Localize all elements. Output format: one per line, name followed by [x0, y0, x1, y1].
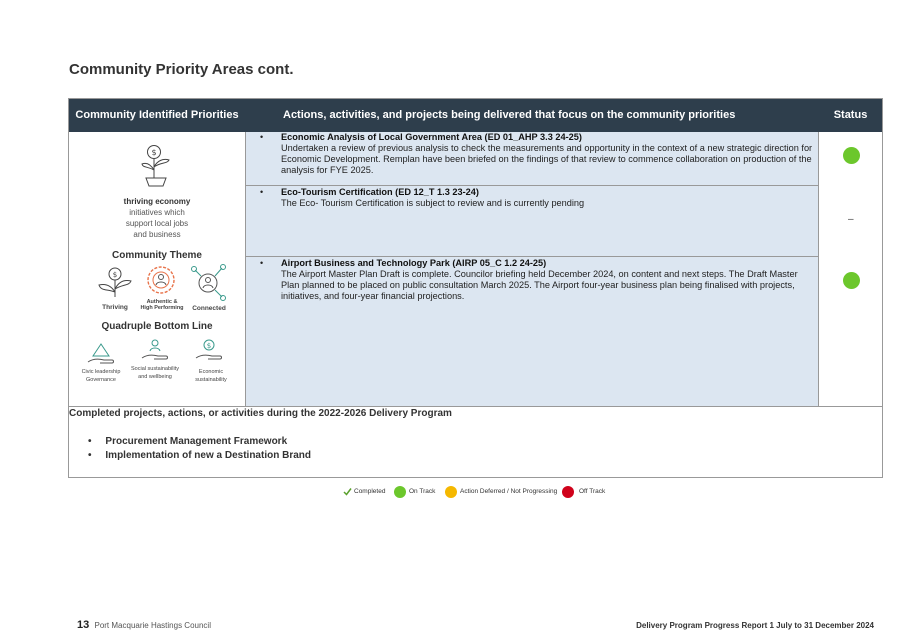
completed-title: Completed projects, actions, or activities during the 2022-2026 Delivery Program [69, 408, 452, 419]
action-title: Airport Business and Technology Park (AIRP 05_C 1.2 24-25) [281, 258, 547, 268]
hand-people-icon [140, 338, 170, 364]
money-plant-icon [139, 144, 175, 188]
legend-completed: Completed [354, 488, 386, 495]
priority-description-1: initiatives which [129, 208, 185, 217]
header-priorities: Community Identified Priorities [75, 109, 239, 121]
bottom-line-title: Quadruple Bottom Line [101, 321, 213, 332]
hand-dollar-icon [194, 338, 224, 364]
completed-item-text: Implementation of new a Destination Brand [105, 450, 311, 461]
legend-on-track-dot [394, 486, 406, 498]
theme-label-authentic-2: High Performing [140, 305, 184, 311]
community-theme-title: Community Theme [111, 250, 202, 261]
footer-organisation: Port Macquarie Hastings Council [94, 621, 211, 630]
table-header [69, 99, 882, 132]
priority-cell [69, 132, 245, 406]
actions-cell [246, 132, 818, 406]
header-status: Status [833, 109, 868, 121]
bottom-line-civic-1: Civic leadership [81, 369, 121, 375]
theme-label-authentic-1: Authentic & [146, 299, 178, 305]
completed-item: • Implementation of new a Destination Brand [88, 450, 311, 461]
priority-description-2: support local jobs [125, 219, 189, 228]
row-divider [246, 185, 882, 186]
action-title: Economic Analysis of Local Government Area (ED 01_AHP 3.3 24-25) [281, 132, 582, 142]
action-description: The Airport Master Plan Draft is complete. Councilor briefing held December 2024, on content and next steps. The Draft Master Plan planned to be placed on public consultation March 2025. The Airport four-year business plan being finalised with projects, initiatives, and four-year financial projections. [281, 269, 798, 301]
bottom-line-economic-2: sustainability [195, 377, 227, 383]
legend-deferred-dot [445, 486, 457, 498]
status-cell [819, 132, 882, 406]
authentic-theme-icon [146, 265, 176, 297]
header-actions: Actions, activities, and projects being delivered that focus on the community priorities [283, 109, 736, 121]
bottom-line-economic-1: Economic [198, 369, 224, 375]
page-title: Community Priority Areas cont. [69, 61, 294, 78]
row-divider [246, 256, 882, 257]
priority-description-3: and business [133, 230, 181, 239]
connected-theme-icon [191, 263, 227, 303]
footer-left [77, 619, 211, 631]
bullet-icon: • [260, 258, 264, 268]
completed-item: • Procurement Management Framework [88, 436, 288, 447]
theme-label-connected: Connected [192, 305, 226, 312]
legend-off-track: Off Track [579, 488, 606, 495]
svg-text:$: $ [112, 271, 118, 279]
footer-report-title: Delivery Program Progress Report 1 July to 31 December 2024 [636, 621, 874, 630]
status-pending-text: – [848, 214, 854, 225]
completed-item-text: Procurement Management Framework [105, 436, 288, 447]
hand-pyramid-icon [86, 341, 116, 367]
legend-deferred: Action Deferred / Not Progressing [460, 488, 558, 495]
bottom-line-civic-2: Governance [86, 377, 116, 383]
bottom-line-social-1: Social sustainability [131, 366, 179, 372]
status-on-track-dot [843, 272, 860, 289]
bottom-line-social-2: and wellbeing [138, 374, 172, 380]
thriving-theme-icon [97, 265, 133, 301]
legend-on-track: On Track [409, 488, 436, 495]
page-number: 13 [77, 619, 90, 631]
completed-section [69, 407, 882, 477]
bullet-icon: • [260, 187, 264, 197]
action-description: The Eco- Tourism Certification is subject to review and is currently pending [281, 198, 585, 208]
bullet-icon: • [260, 132, 264, 142]
check-icon [343, 487, 352, 496]
theme-label-thriving: Thriving [102, 304, 128, 311]
svg-text:$: $ [151, 148, 157, 157]
svg-text:$: $ [206, 342, 212, 350]
priority-name: thriving economy [123, 197, 191, 206]
action-title: Eco-Tourism Certification (ED 12_T 1.3 23-24) [281, 187, 479, 197]
priority-table [68, 98, 883, 478]
legend-off-track-dot [562, 486, 574, 498]
action-description: Undertaken a review of previous analysis to check the measurements and opportunity in the context of a new strategic direction for Economic Development. Remplan have been briefed on the findings of that review to commence collaboration on production of the analysis for FYE 2025. [281, 143, 813, 175]
status-on-track-dot [843, 147, 860, 164]
